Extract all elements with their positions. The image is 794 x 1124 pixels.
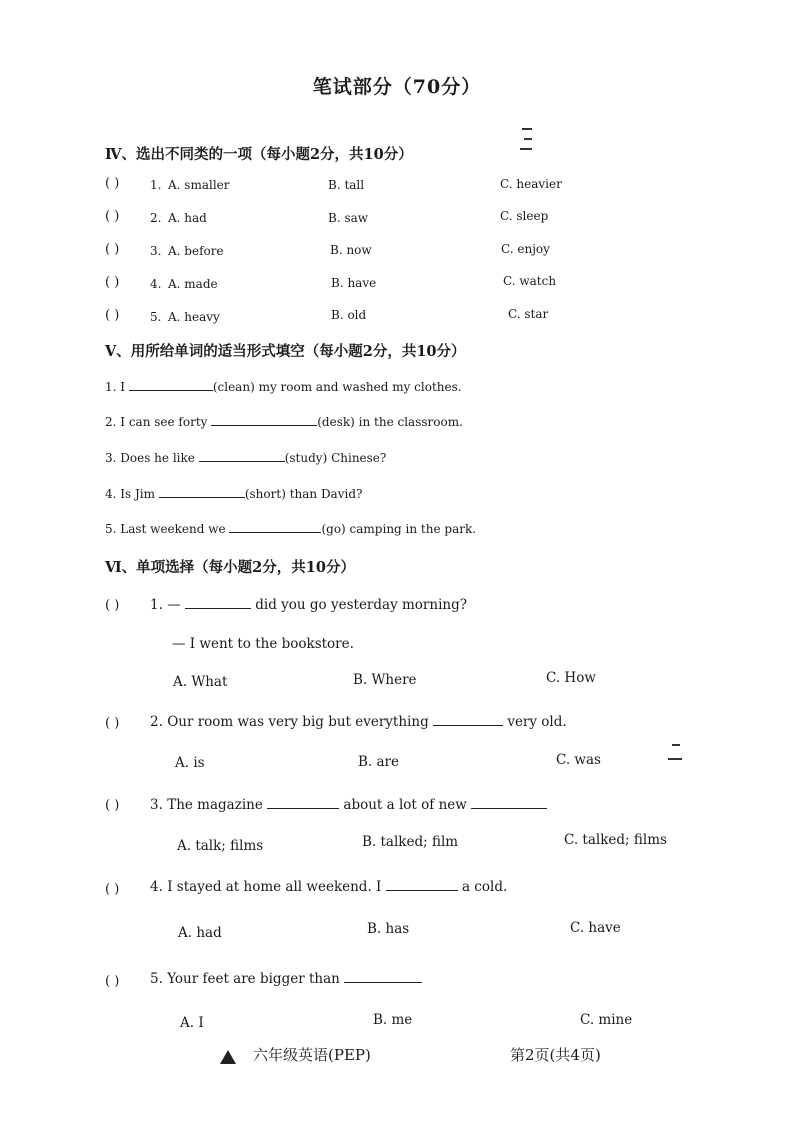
- option-c: C. watch: [503, 274, 557, 288]
- option-a: A. had: [178, 925, 222, 941]
- answer-blank[interactable]: [211, 413, 317, 426]
- option-c: C. enjoy: [501, 242, 550, 256]
- option-a: A. before: [168, 244, 224, 258]
- answer-paren[interactable]: ( ): [105, 598, 120, 613]
- option-c: C. sleep: [500, 209, 549, 223]
- item-number: 1.: [150, 178, 162, 192]
- option-a: A. had: [168, 211, 207, 225]
- answer-blank[interactable]: [185, 596, 251, 609]
- fill-item: [105, 413, 463, 429]
- footer-logo-icon: [220, 1046, 236, 1065]
- sentence-end: (study) Chinese?: [284, 451, 387, 465]
- answer-blank[interactable]: [229, 520, 321, 533]
- section-5-heading: Ⅴ、用所给单词的适当形式填空（每小题2分，共10分）: [105, 343, 466, 360]
- scan-mark: [668, 758, 682, 760]
- footer-page-number: 第2页(共4页): [510, 1046, 601, 1064]
- option-c: C. heavier: [500, 177, 562, 191]
- answer-paren[interactable]: ( ): [105, 716, 120, 731]
- question-start: I stayed at home all weekend. I: [167, 879, 382, 895]
- question: [150, 596, 467, 613]
- sentence-end: (desk) in the classroom.: [317, 415, 463, 429]
- question-start: —: [167, 597, 181, 613]
- item-number: 2.: [150, 211, 162, 225]
- sentence-end: (short) than David?: [244, 487, 363, 501]
- answer-paren[interactable]: ( ): [105, 974, 120, 989]
- section-4-heading: Ⅳ、选出不同类的一项（每小题2分，共10分）: [105, 146, 413, 163]
- question: [150, 970, 422, 987]
- option-a: A. What: [173, 674, 228, 690]
- question: [150, 796, 547, 813]
- item-number: 5.: [150, 310, 162, 324]
- question-number: 4.: [150, 879, 163, 895]
- scan-mark: [522, 128, 532, 130]
- answer-blank[interactable]: [344, 970, 422, 983]
- option-b: B. tall: [328, 178, 365, 192]
- option-b: B. old: [331, 308, 367, 322]
- option-c: C. How: [546, 670, 596, 686]
- dialog-answer: — I went to the bookstore.: [172, 636, 354, 652]
- item-number: 4.: [150, 277, 162, 291]
- answer-blank[interactable]: [386, 878, 458, 891]
- answer-paren[interactable]: ( ): [105, 176, 120, 191]
- page-title: 笔试部分（70分）: [312, 76, 482, 98]
- option-c: C. was: [556, 752, 601, 768]
- question-number: 1.: [150, 597, 163, 613]
- sentence-start: 2. I can see forty: [105, 415, 208, 429]
- question-end: about a lot of new: [343, 797, 467, 813]
- answer-paren[interactable]: ( ): [105, 798, 120, 813]
- question-end: a cold.: [461, 879, 508, 895]
- answer-blank[interactable]: [267, 796, 339, 809]
- sentence-start: 3. Does he like: [105, 451, 195, 465]
- option-b: B. has: [367, 921, 410, 937]
- fill-item: [105, 378, 462, 394]
- option-b: B. Where: [353, 672, 417, 688]
- question-end: very old.: [507, 714, 567, 730]
- question-number: 5.: [150, 971, 163, 987]
- footer-subject: 六年级英语(PEP): [253, 1046, 371, 1064]
- option-c: C. mine: [580, 1012, 633, 1028]
- option-b: B. have: [331, 276, 377, 290]
- sentence-end: (go) camping in the park.: [321, 522, 477, 536]
- sentence-start: 5. Last weekend we: [105, 522, 226, 536]
- question: [150, 713, 567, 730]
- option-c: C. have: [570, 920, 621, 936]
- sentence-start: 1. I: [105, 380, 126, 394]
- answer-blank[interactable]: [471, 796, 547, 809]
- option-a: A. I: [180, 1015, 204, 1031]
- fill-item: [105, 520, 476, 536]
- answer-blank[interactable]: [129, 378, 213, 391]
- sentence-start: 4. Is Jim: [105, 487, 156, 501]
- option-a: A. heavy: [168, 310, 220, 324]
- answer-blank[interactable]: [433, 713, 503, 726]
- option-a: A. smaller: [168, 178, 230, 192]
- section-6-heading: Ⅵ、单项选择（每小题2分，共10分）: [105, 559, 355, 576]
- option-b: B. talked; film: [362, 834, 459, 850]
- answer-paren[interactable]: ( ): [105, 275, 120, 290]
- question-end: did you go yesterday morning?: [255, 597, 467, 613]
- fill-item: [105, 485, 362, 501]
- question-start: Your feet are bigger than: [167, 971, 340, 987]
- option-a: A. made: [168, 277, 218, 291]
- question: [150, 878, 507, 895]
- option-b: B. are: [358, 754, 399, 770]
- question-start: Our room was very big but everything: [167, 714, 429, 730]
- question-number: 3.: [150, 797, 163, 813]
- scan-mark: [672, 744, 680, 746]
- option-b: B. saw: [328, 211, 369, 225]
- answer-paren[interactable]: ( ): [105, 882, 120, 897]
- option-a: A. is: [175, 755, 205, 771]
- option-c: C. star: [508, 307, 549, 321]
- option-b: B. now: [330, 243, 372, 257]
- option-a: A. talk; films: [177, 838, 264, 854]
- question-start: The magazine: [167, 797, 263, 813]
- answer-blank[interactable]: [159, 485, 245, 498]
- option-c: C. talked; films: [564, 832, 667, 848]
- option-b: B. me: [373, 1012, 413, 1028]
- scan-mark: [524, 138, 532, 140]
- answer-blank[interactable]: [199, 449, 285, 462]
- fill-item: [105, 449, 386, 465]
- item-number: 3.: [150, 244, 162, 258]
- scan-mark: [520, 148, 532, 150]
- answer-paren[interactable]: ( ): [105, 308, 120, 323]
- question-number: 2.: [150, 714, 163, 730]
- answer-paren[interactable]: ( ): [105, 209, 120, 224]
- sentence-end: (clean) my room and washed my clothes.: [212, 380, 462, 394]
- answer-paren[interactable]: ( ): [105, 242, 120, 257]
